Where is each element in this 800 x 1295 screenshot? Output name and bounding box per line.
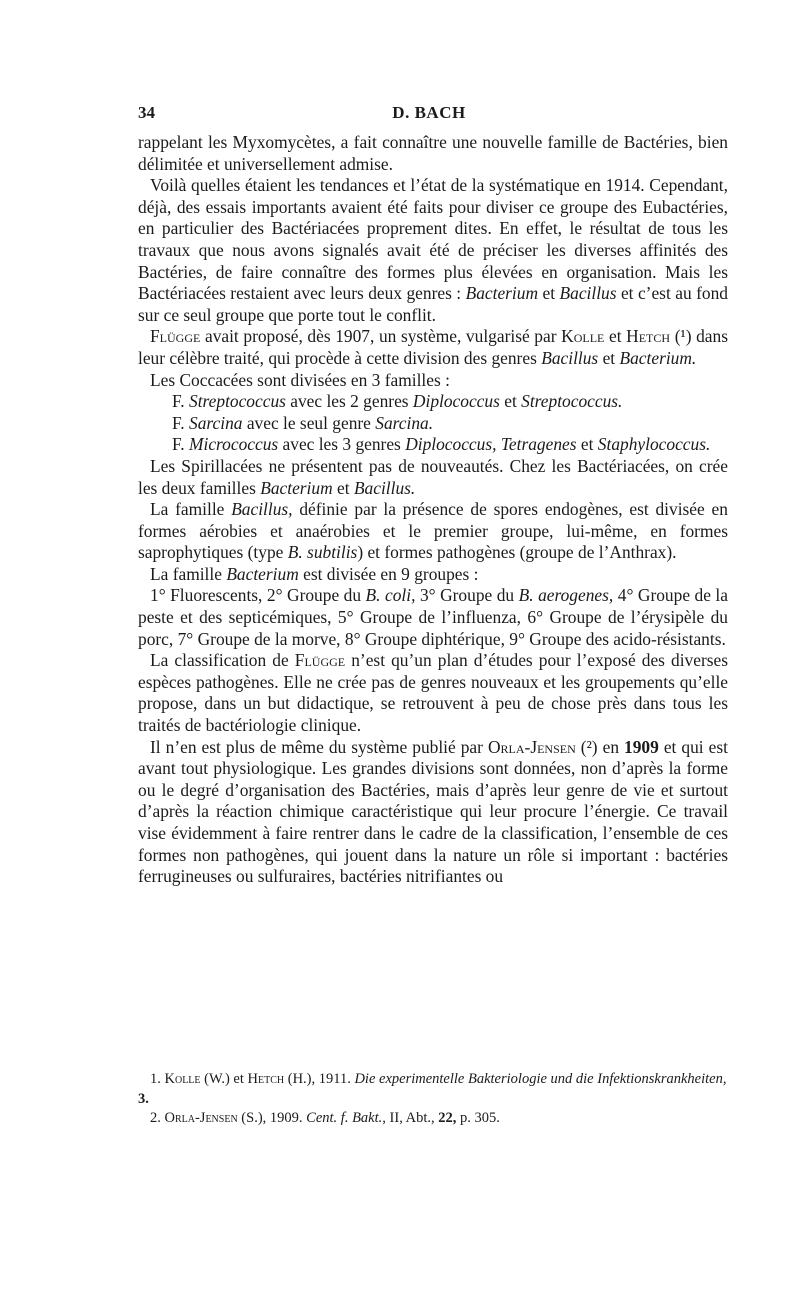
running-head: D. BACH [392,103,466,122]
paragraph-orla-jensen: Il n’en est plus de même du système publié par Orla-Jensen (²) en 1909 et qui est avant tout physiologique. Les grandes divisions sont données, non d’après la forme ou le degré d’organisation des Bactéries, mais d’après leur genre de vie et surtout d’après la réaction chimique caractéristique qui leur procure l’énergie. Ce travail vise évidemment à faire rentrer dans le cadre de la classification, l’ensemble de ces formes non pathogènes, qui jouent dans la nature un rôle si important : bactéries ferrugineuses ou sulfuraires, bactéries nitrifiantes ou [138,736,728,887]
author-name: Flügge [294,650,346,671]
genus-name: Bacterium. [619,347,697,368]
author-name: Orla-Jensen [487,736,576,757]
family-item-micrococcus: F. Micrococcus avec les 3 genres Diplococcus, Tetragenes et Staphylococcus. [172,434,711,455]
paragraph-coccacees: Les Coccacées sont divisées en 3 familles : [150,369,450,390]
footnote-ref: (²) [580,736,598,757]
page-number: 34 [138,103,155,122]
paragraph-classification: La classification de Flügge n’est qu’un plan d’études pour l’exposé des diverses espèces pathogènes. Elle ne crée pas de genres nouveaux et les groupements qu’elle propose, dans un but didactique, se retrouvent à peu de chose près dans tous les traités de bactériologie clinique. [138,650,728,736]
genus-name: Bacterium [465,283,539,304]
body-text [138,132,728,888]
genus-name: Bacillus [559,283,617,304]
author-name: Kolle [561,326,605,347]
paragraph-intro: rappelant les Myxomycètes, a fait connaître une nouvelle famille de Bactéries, bien délimitée et universellement admise. [138,132,728,174]
author-name: Hetch [626,326,671,347]
paragraph-systematique: Voilà quelles étaient les tendances et l’état de la systématique en 1914. Cependant, déjà, des essais importants avaient été faits pour diviser ce groupe des Eubactéries, en particulier des Bactériacées proprement dites. En effet, le résultat de tous les travaux que nous avons signalés avait été de préciser les diverses affinités des Bactéries, de faire connaître des formes plus élevées en organisation. Mais les Bactériacées restaient avec leurs deux genres : Bacterium et Bacillus et c’est au fond sur ce seul groupe que porte tout le conflit. [138,175,728,325]
footnotes [138,1070,728,1129]
paragraph-flugge: Flügge avait proposé, dès 1907, un système, vulgarisé par Kolle et Hetch (¹) dans leur célèbre traité, qui procède à cette division des genres Bacillus et Bacterium. [138,326,728,368]
page-header [138,103,720,129]
footnote-1: 1. Kolle (W.) et Hetch (H.), 1911. Die experimentelle Bakteriologie und die Infektionskrankheiten, 3. [138,1071,727,1107]
genus-name: Bacillus [541,347,599,368]
paragraph-bacterium-groups: 1° Fluorescents, 2° Groupe du B. coli, 3° Groupe du B. aerogenes, 4° Groupe de la peste et des septicémiques, 5° Groupe de l’influenza, 6° Groupe de l’érysipèle du porc, 7° Groupe de la morve, 8° Groupe diphtérique, 9° Groupe des acido-résistants. [138,585,728,649]
footnote-2: 2. Orla-Jensen (S.), 1909. Cent. f. Bakt., II, Abt., 22, p. 305. [150,1110,500,1126]
author-name: Flügge [150,326,201,347]
family-item-streptococcus: F. Streptococcus avec les 2 genres Diplococcus et Streptococcus. [172,391,623,412]
footnote-ref: (¹) [674,326,692,347]
paragraph-bacterium-family: La famille Bacterium est divisée en 9 groupes : [150,563,479,584]
paragraph-spirillacees: Les Spirillacées ne présentent pas de nouveautés. Chez les Bactériacées, on crée les deux familles Bacterium et Bacillus. [138,455,728,498]
paragraph-bacillus-family: La famille Bacillus, définie par la présence de spores endogènes, est divisée en formes aérobies et anaérobies et le premier groupe, lui-même, en formes saprophytiques (type B. subtilis) et formes pathogènes (groupe de l’Anthrax). [138,499,728,563]
family-item-sarcina: F. Sarcina avec le seul genre Sarcina. [172,412,434,433]
